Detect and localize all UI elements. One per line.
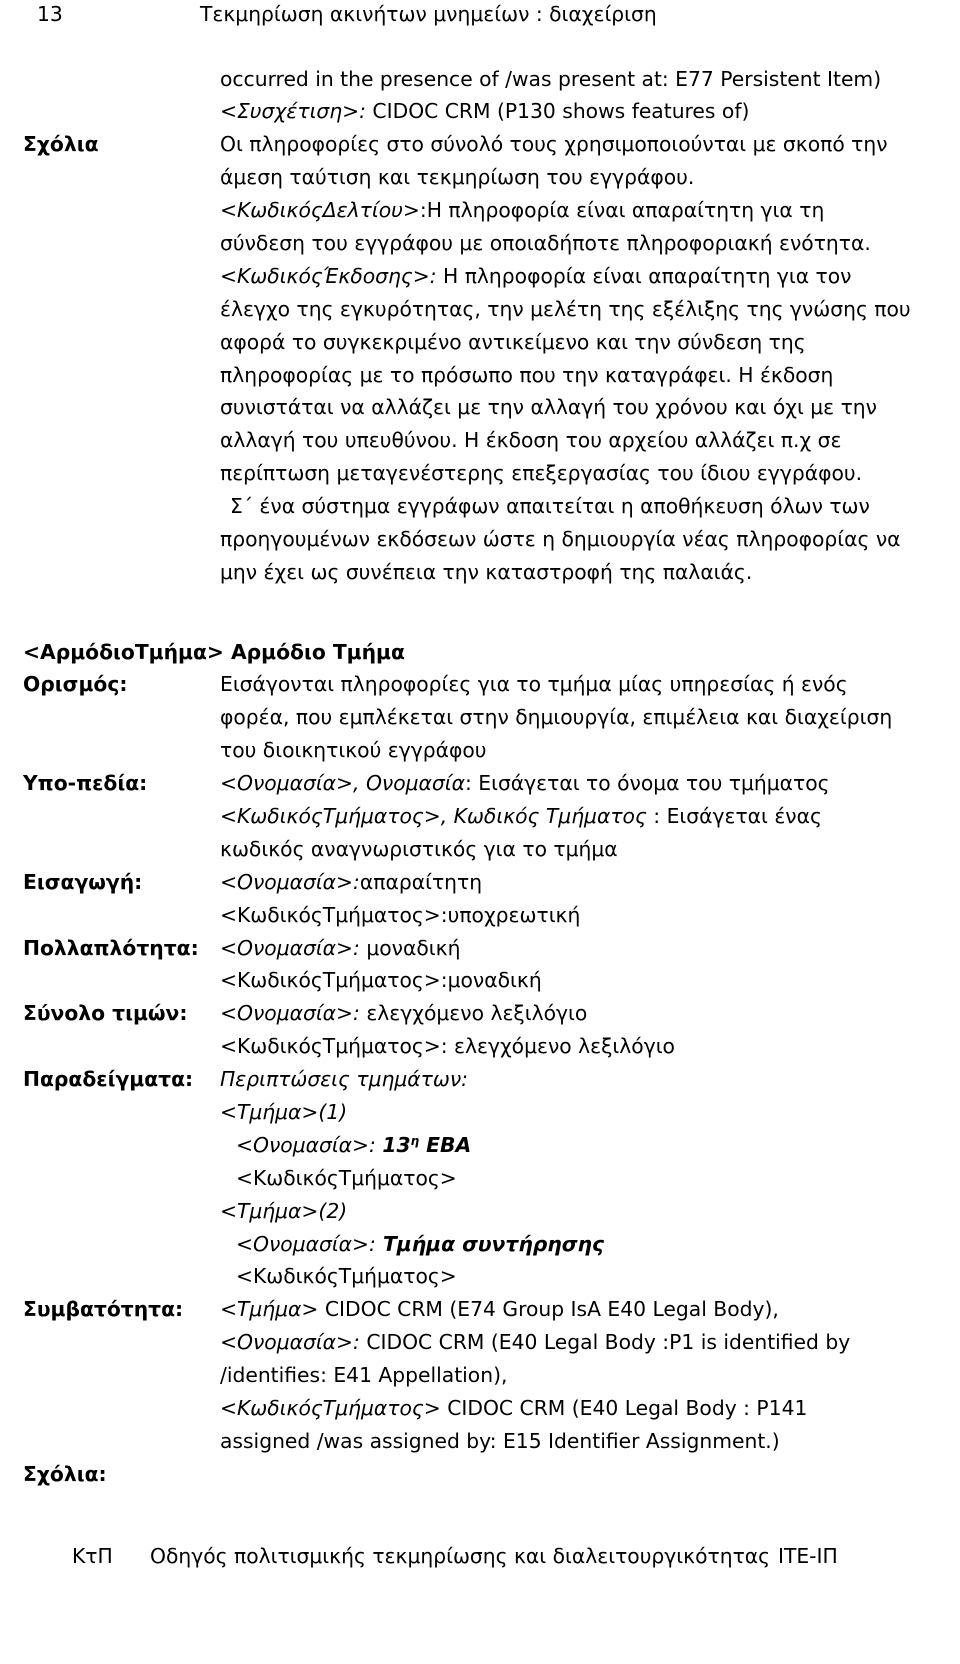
text-line xyxy=(220,1129,960,1162)
value-set-label: Σύνολο τιμών: xyxy=(23,1001,188,1026)
text-line xyxy=(220,63,960,96)
line-text: /identifies: E41 Appellation), xyxy=(220,1363,508,1388)
line-text: μην έχει ως συνέπεια την καταστροφή της παλαιάς. xyxy=(220,559,753,584)
field-tag: <ΚωδικόςΤμήματος>: xyxy=(220,1034,448,1059)
text-line xyxy=(220,457,960,490)
line-text: του διοικητικού εγγράφου xyxy=(220,738,487,763)
page-header xyxy=(0,0,960,28)
text-line xyxy=(220,1228,960,1261)
examples-label: Παραδείγματα: xyxy=(23,1067,194,1092)
text-line xyxy=(220,359,960,392)
line-text: :Η πληροφορία είναι απαραίτητη για τη xyxy=(419,198,825,223)
examples-intro: Περιπτώσεις τμημάτων: xyxy=(220,1067,468,1092)
multiplicity-text xyxy=(220,932,960,998)
line-text: Οι πληροφορίες στο σύνολό τους χρησιμοποιούνται με σκοπό την xyxy=(220,132,888,157)
text-line xyxy=(220,668,960,701)
examples-text xyxy=(220,1063,960,1293)
field-tag: <Ονομασία>: xyxy=(236,1231,376,1256)
footer-left: ΚτΠ xyxy=(72,1543,113,1568)
field-tag: <ΚωδικόςΔελτίου> xyxy=(220,198,420,223)
example-case-heading: <Τμήμα>(1) xyxy=(220,1099,348,1124)
example-name-value: Τμήμα συντήρησης xyxy=(375,1231,604,1256)
previous-element-tail xyxy=(0,63,960,589)
field-tag: <Ονομασία>: xyxy=(220,869,360,894)
text-line xyxy=(220,1326,960,1359)
text-line xyxy=(220,964,960,997)
comments-label: Σχόλια xyxy=(23,132,99,157)
field-tag: <Ονομασία>: xyxy=(236,1132,376,1157)
line-text: occurred in the presence of /was present at: E77 Persistent Item) xyxy=(220,66,882,91)
example-name-number: 13 xyxy=(382,1132,411,1157)
subfields-row xyxy=(0,767,960,866)
line-text: : Εισάγεται το όνομα του τμήματος xyxy=(465,771,830,796)
definition-text xyxy=(220,668,960,767)
multiplicity-row xyxy=(0,932,960,998)
text-line xyxy=(220,1260,960,1293)
text-line xyxy=(220,767,960,800)
text-line xyxy=(220,161,960,194)
text-line xyxy=(220,932,960,965)
line-text: αφορά το συγκεκριμένο αντικείμενο και την σύνδεση της xyxy=(220,329,806,354)
example-name-superscript: η xyxy=(410,1133,420,1148)
line-text: CIDOC CRM (E74 Group IsA E40 Legal Body), xyxy=(318,1297,779,1322)
subfields-text xyxy=(220,767,960,866)
text-line xyxy=(220,424,960,457)
definition-label: Ορισμός: xyxy=(23,672,128,697)
compatibility-label: Συμβατότητα: xyxy=(23,1297,184,1322)
line-text: CIDOC CRM (E40 Legal Body : P141 xyxy=(440,1395,808,1420)
text-line xyxy=(220,866,960,899)
field-tag: <Ονομασία>, Ονομασία xyxy=(220,771,465,796)
element-heading: <ΑρμόδιοΤμήμα> Αρμόδιο Τμήμα xyxy=(23,639,405,664)
field-tag: <Συσχέτιση>: xyxy=(220,99,366,124)
text-line xyxy=(220,128,960,161)
line-text: Σ΄ ένα σύστημα εγγράφων απαιτείται η αποθήκευση όλων των xyxy=(230,494,870,519)
subfields-label: Υπο-πεδία: xyxy=(23,771,148,796)
text-line xyxy=(220,1162,960,1195)
field-tag: <ΚωδικόςΤμήματος>: xyxy=(220,902,448,927)
entry-row xyxy=(0,866,960,932)
line-text: σύνδεση του εγγράφου με οποιαδήποτε πληροφοριακή ενότητα. xyxy=(220,230,871,255)
comments-text xyxy=(220,128,960,588)
entry-text xyxy=(220,866,960,932)
running-title: Τεκμηρίωση ακινήτων μνημείων : διαχείριση xyxy=(200,2,657,26)
line-text: Εισάγονται πληροφορίες για το τμήμα μίας υπηρεσίας ή ενός xyxy=(220,672,848,697)
text-line xyxy=(220,326,960,359)
line-text: πληροφορίας με το πρόσωπο που την καταγράφει. Η έκδοση xyxy=(220,362,834,387)
field-tag: <ΚωδικόςΤμήματος> xyxy=(220,1395,441,1420)
footer-title: Οδηγός πολιτισμικής τεκμηρίωσης και διαλειτουργικότητας xyxy=(150,1543,771,1568)
entry-label: Εισαγωγή: xyxy=(23,869,143,894)
value-set-row xyxy=(0,997,960,1063)
line-text: απαραίτητη xyxy=(359,869,483,894)
line-text: περίπτωση μεταγενέστερης επεξεργασίας του ίδιου εγγράφου. xyxy=(220,461,863,486)
line-text: αλλαγή του υπευθύνου. Η έκδοση του αρχείου αλλάζει π.χ σε xyxy=(220,428,842,453)
text-line xyxy=(220,490,960,523)
text-line xyxy=(220,1096,960,1129)
footer-right: ΙΤΕ-ΙΠ xyxy=(778,1543,838,1568)
line-text: κωδικός αναγνωριστικός για το τμήμα xyxy=(220,836,618,861)
text-line xyxy=(220,833,960,866)
example-name-value: ΕΒΑ xyxy=(419,1132,472,1157)
text-line xyxy=(220,734,960,767)
text-line xyxy=(220,95,960,128)
line-text: συνιστάται να αλλάζει με την αλλαγή του χρόνου και όχι με την xyxy=(220,395,877,420)
element-comments-label: Σχόλια: xyxy=(23,1461,107,1486)
line-text: φορέα, που εμπλέκεται στην δημιουργία, επιμέλεια και διαχείριση xyxy=(220,705,893,730)
text-line xyxy=(220,1425,960,1458)
text-line xyxy=(220,391,960,424)
page-footer xyxy=(0,1540,960,1573)
field-tag: <ΚωδικόςΤμήματος> xyxy=(236,1264,457,1289)
line-text: assigned /was assigned by: E15 Identifier Assignment.) xyxy=(220,1428,780,1453)
field-tag: <ΚωδικόςΤμήματος>: xyxy=(220,968,448,993)
line-text: : Εισάγεται ένας xyxy=(646,803,822,828)
line-text: μοναδική xyxy=(359,935,461,960)
compatibility-text xyxy=(220,1293,960,1457)
text-line xyxy=(220,800,960,833)
line-text: έλεγχο της εγκυρότητας, την μελέτη της εξέλιξης της γνώσης που xyxy=(220,296,911,321)
line-text: ελεγχόμενο λεξιλόγιο xyxy=(359,1001,588,1026)
field-tag: <Ονομασία>: xyxy=(220,1330,360,1355)
multiplicity-label: Πολλαπλότητα: xyxy=(23,935,199,960)
page-number: 13 xyxy=(37,2,63,26)
value-set-text xyxy=(220,997,960,1063)
text-line xyxy=(220,1030,960,1063)
field-tag: <Ονομασία>: xyxy=(220,1001,360,1026)
compatibility-row xyxy=(0,1293,960,1457)
text-line xyxy=(220,556,960,589)
line-text: μοναδική xyxy=(447,968,542,993)
field-tag: <ΚωδικόςΈκδοσης>: xyxy=(220,263,437,288)
field-tag: <Τμήμα> xyxy=(220,1297,319,1322)
comments-row xyxy=(0,128,960,588)
line-text: Η πληροφορία είναι απαραίτητη για τον xyxy=(436,263,852,288)
field-tag: <ΚωδικόςΤμήματος>, Κωδικός Τμήματος xyxy=(220,803,647,828)
text-line xyxy=(220,1063,960,1096)
text-line xyxy=(220,523,960,556)
text-line xyxy=(220,1195,960,1228)
element-comments-row xyxy=(0,1458,960,1491)
field-tag: <Ονομασία>: xyxy=(220,935,360,960)
examples-row xyxy=(0,1063,960,1293)
text-line xyxy=(220,1359,960,1392)
example-case-heading: <Τμήμα>(2) xyxy=(220,1198,348,1223)
text-line xyxy=(220,899,960,932)
text-line xyxy=(220,1392,960,1425)
element-section xyxy=(0,636,960,1491)
text-line xyxy=(220,194,960,227)
line-text: CIDOC CRM (E40 Legal Body :P1 is identified by xyxy=(359,1330,851,1355)
field-tag: <ΚωδικόςΤμήματος> xyxy=(236,1165,457,1190)
text-line xyxy=(220,1293,960,1326)
line-text: προηγουμένων εκδόσεων ώστε η δημιουργία νέας πληροφορίας να xyxy=(220,526,901,551)
compatibility-continuation xyxy=(220,63,960,129)
line-text: CIDOC CRM (P130 shows features of) xyxy=(365,99,750,124)
line-text: άμεση ταύτιση και τεκμηρίωση του εγγράφου. xyxy=(220,165,695,190)
line-text: υποχρεωτική xyxy=(447,902,581,927)
text-line xyxy=(220,227,960,260)
text-line xyxy=(220,997,960,1030)
text-line xyxy=(220,260,960,293)
definition-row xyxy=(0,668,960,767)
text-line xyxy=(220,701,960,734)
line-text: ελεγχόμενο λεξιλόγιο xyxy=(447,1034,675,1059)
text-line xyxy=(220,293,960,326)
